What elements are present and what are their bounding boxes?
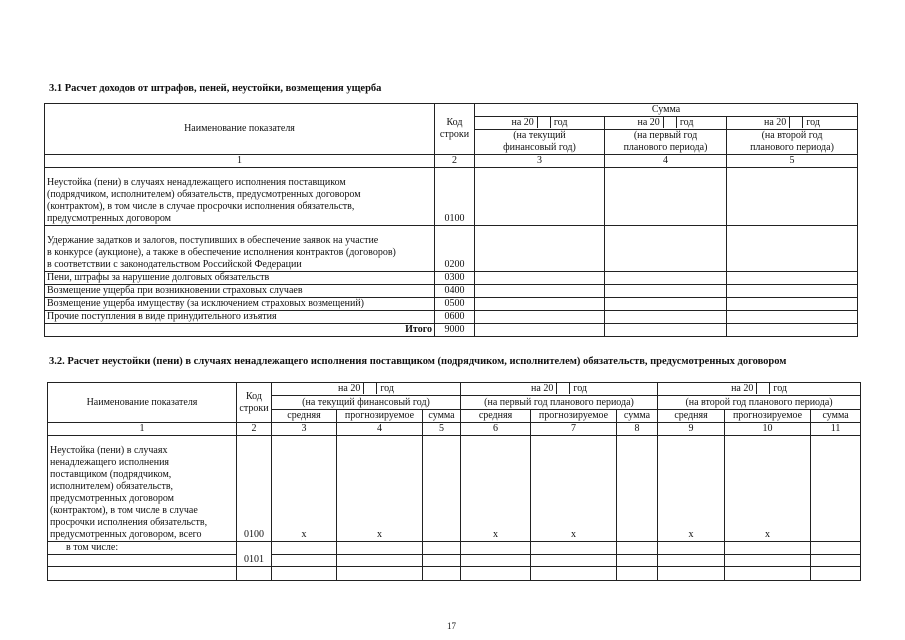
table-row: Возмещение ущерба имуществу (за исключением страховых возмещений) 0500 bbox=[45, 298, 858, 311]
income-table bbox=[44, 103, 858, 337]
period-current: (на текущий финансовый год) bbox=[475, 130, 605, 155]
name-col-header-2: Наименование показателя bbox=[48, 383, 237, 423]
section2-heading: 3.2. Расчет неустойки (пени) в случаях ненадлежащего исполнения поставщиком (подрядчиком, исполнителем) обязательств, предусмотренных договором bbox=[49, 356, 787, 367]
period2-second: (на второй год планового периода) bbox=[658, 396, 861, 410]
subheader-row: средняя прогнозируемое сумма средняя прогнозируемое сумма средняя прогнозируемое сумма bbox=[48, 410, 861, 423]
total-row: Итого 9000 bbox=[45, 324, 858, 337]
year-field-1: на 20 год bbox=[475, 117, 605, 130]
page-number: 17 bbox=[447, 621, 456, 631]
table-row: Неустойка (пени) в случаях ненадлежащего исполнения поставщиком (подрядчиком, исполнителем) обязательств, предусмотренных договором (контрактом), в том числе в случае просрочки исполнения обязательств, предусмотренных договором 0100 bbox=[45, 168, 858, 226]
section1-heading: 3.1 Расчет доходов от штрафов, пеней, неустойки, возмещения ущерба bbox=[49, 83, 382, 94]
table-row bbox=[48, 567, 861, 581]
year-field-3: на 20 год bbox=[727, 117, 858, 130]
table-row: Возмещение ущерба при возникновении страховых случаев 0400 bbox=[45, 285, 858, 298]
table-row: Прочие поступления в виде принудительного изъятия 0600 bbox=[45, 311, 858, 324]
table-row: Неустойка (пени) в случаях ненадлежащего исполнения поставщиком (подрядчиком, исполнителем) обязательств, предусмотренных договором (контрактом), в том числе в случае просрочки исполнения обязательств, предусмотренных договором, всего 0100 x x x x x x bbox=[48, 436, 861, 542]
year-field-2-1: на 20 год bbox=[272, 383, 461, 396]
table-row bbox=[48, 555, 861, 567]
table-row: в том числе: 0101 bbox=[48, 542, 861, 555]
table-row: Пени, штрафы за нарушение долговых обязательств 0300 bbox=[45, 272, 858, 285]
column-numbers-row: 1 2 3 4 5 bbox=[45, 155, 858, 168]
name-col-header: Наименование показателя bbox=[45, 104, 435, 155]
penalty-table bbox=[47, 382, 861, 581]
period-second: (на второй год планового периода) bbox=[727, 130, 858, 155]
code-col-header-2: Код строки bbox=[237, 383, 272, 423]
period2-first: (на первый год планового периода) bbox=[461, 396, 658, 410]
table-row: Удержание задатков и залогов, поступивших в обеспечение заявок на участие в конкурсе (аукционе), а также в обеспечение исполнения контрактов (договоров) в соответствии с законодательством Российской Федерации 0200 bbox=[45, 226, 858, 272]
code-col-header: Код строки bbox=[435, 104, 475, 155]
year-field-2: на 20 год bbox=[605, 117, 727, 130]
period-first: (на первый год планового периода) bbox=[605, 130, 727, 155]
sum-header: Сумма bbox=[475, 104, 858, 117]
year-field-2-3: на 20 год bbox=[658, 383, 861, 396]
column-numbers-row-2: 1 2 3 4 5 6 7 8 9 10 11 bbox=[48, 423, 861, 436]
year-field-2-2: на 20 год bbox=[461, 383, 658, 396]
period2-current: (на текущий финансовый год) bbox=[272, 396, 461, 410]
